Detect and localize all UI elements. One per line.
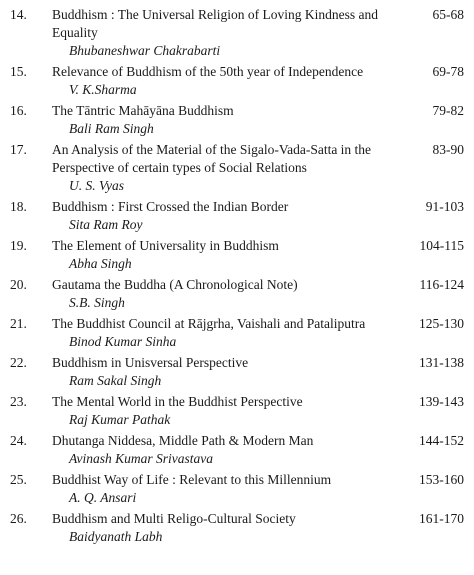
entry-title: Buddhism in Unisversal Perspective bbox=[52, 355, 249, 370]
entry-author: Binod Kumar Sinha bbox=[69, 334, 177, 349]
entry-number: 21. bbox=[10, 316, 27, 331]
entry-pages: 65-68 bbox=[432, 7, 464, 22]
entry-number: 20. bbox=[10, 277, 27, 292]
entry-number: 17. bbox=[10, 142, 27, 157]
toc-entry bbox=[0, 315, 474, 351]
entry-author: Ram Sakal Singh bbox=[69, 373, 162, 388]
toc-entry bbox=[0, 198, 474, 234]
entry-number: 25. bbox=[10, 472, 27, 487]
toc-entry bbox=[0, 471, 474, 507]
entry-number: 23. bbox=[10, 394, 27, 409]
toc-entry bbox=[0, 237, 474, 273]
entry-title: Dhutanga Niddesa, Middle Path & Modern Man bbox=[52, 433, 314, 448]
toc-entry bbox=[0, 6, 474, 60]
entry-pages: 116-124 bbox=[419, 277, 464, 292]
entry-author: S.B. Singh bbox=[69, 295, 125, 310]
entry-number: 14. bbox=[10, 7, 27, 22]
entry-pages: 131-138 bbox=[419, 355, 464, 370]
entry-number: 19. bbox=[10, 238, 27, 253]
entry-pages: 161-170 bbox=[419, 511, 464, 526]
entry-title: Buddhist Way of Life : Relevant to this Millennium bbox=[52, 472, 332, 487]
entry-number: 26. bbox=[10, 511, 27, 526]
entry-title: The Tāntric Mahāyāna Buddhism bbox=[52, 103, 234, 118]
entry-author: Abha Singh bbox=[69, 256, 132, 271]
toc-entry bbox=[0, 393, 474, 429]
entry-title: An Analysis of the Material of the Sigalo-Vada-Satta in the Perspective of certain types of Social Relations bbox=[52, 142, 372, 175]
entry-author: Bali Ram Singh bbox=[69, 121, 154, 136]
toc-entry bbox=[0, 141, 474, 195]
entry-author: Sita Ram Roy bbox=[69, 217, 143, 232]
entry-pages: 91-103 bbox=[425, 199, 464, 214]
entry-author: Baidyanath Labh bbox=[69, 529, 163, 544]
entry-number: 16. bbox=[10, 103, 27, 118]
entry-author: V. K.Sharma bbox=[69, 82, 137, 97]
entry-pages: 139-143 bbox=[419, 394, 464, 409]
entry-pages: 69-78 bbox=[432, 64, 464, 79]
entry-title: Buddhism : First Crossed the Indian Border bbox=[52, 199, 289, 214]
toc-entry bbox=[0, 510, 474, 546]
entry-number: 24. bbox=[10, 433, 27, 448]
toc-entry bbox=[0, 432, 474, 468]
entry-title: The Element of Universality in Buddhism bbox=[52, 238, 279, 253]
entry-author: U. S. Vyas bbox=[69, 178, 125, 193]
entry-pages: 144-152 bbox=[419, 433, 464, 448]
toc-entry bbox=[0, 63, 474, 99]
entry-title: Relevance of Buddhism of the 50th year of Independence bbox=[52, 64, 364, 79]
entry-number: 18. bbox=[10, 199, 27, 214]
entry-author: Avinash Kumar Srivastava bbox=[69, 451, 213, 466]
entry-pages: 104-115 bbox=[419, 238, 464, 253]
toc-entry bbox=[0, 354, 474, 390]
entry-title: Gautama the Buddha (A Chronological Note) bbox=[52, 277, 298, 292]
toc-entry bbox=[0, 276, 474, 312]
entry-number: 22. bbox=[10, 355, 27, 370]
entry-title: The Mental World in the Buddhist Perspective bbox=[52, 394, 303, 409]
entry-title: The Buddhist Council at Rājgrha, Vaishali and Pataliputra bbox=[52, 316, 366, 331]
table-of-contents bbox=[0, 6, 474, 549]
entry-pages: 153-160 bbox=[419, 472, 464, 487]
entry-author: Bhubaneshwar Chakrabarti bbox=[69, 43, 221, 58]
toc-entry bbox=[0, 102, 474, 138]
entry-title: Buddhism : The Universal Religion of Loving Kindness and Equality bbox=[52, 7, 378, 40]
entry-pages: 83-90 bbox=[432, 142, 464, 157]
entry-number: 15. bbox=[10, 64, 27, 79]
entry-pages: 125-130 bbox=[419, 316, 464, 331]
entry-author: A. Q. Ansari bbox=[69, 490, 137, 505]
entry-author: Raj Kumar Pathak bbox=[69, 412, 171, 427]
entry-title: Buddhism and Multi Religo-Cultural Society bbox=[52, 511, 296, 526]
entry-pages: 79-82 bbox=[432, 103, 464, 118]
